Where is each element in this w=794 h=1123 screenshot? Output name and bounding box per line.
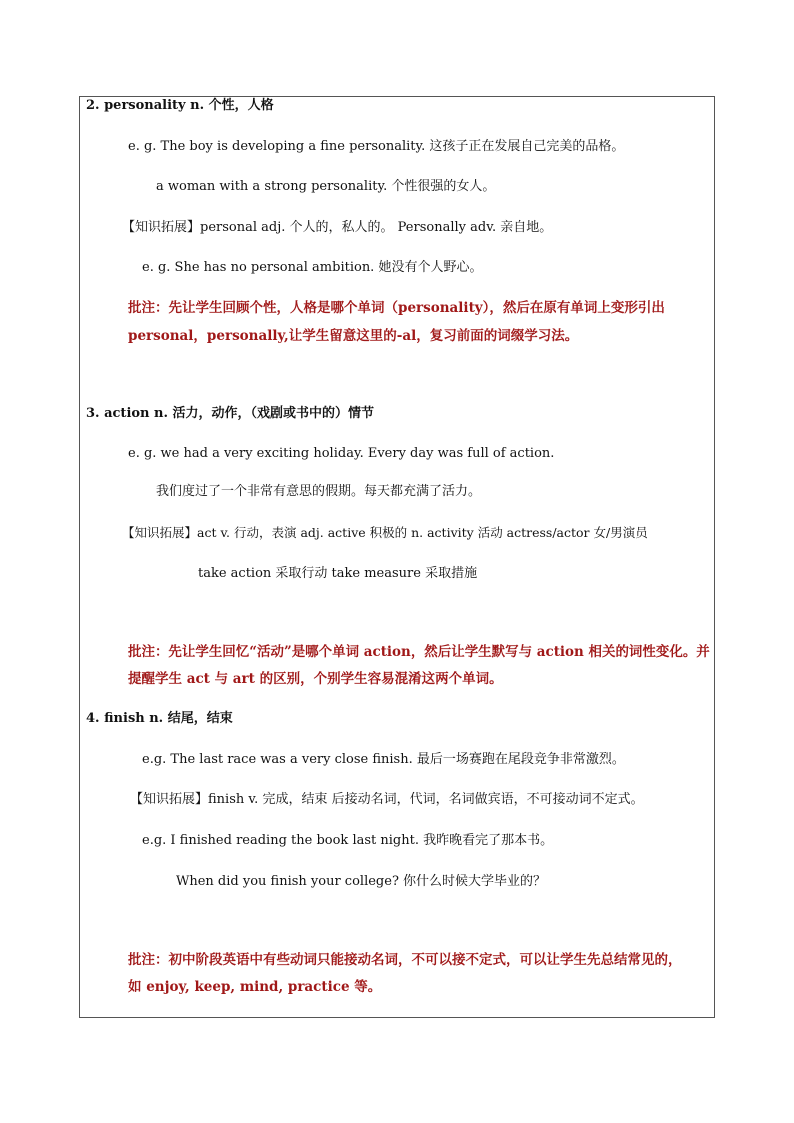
teacher-note-line: 如 enjoy, keep, mind, practice 等。 bbox=[128, 979, 382, 995]
example-line: e. g. The boy is developing a fine personality. 这孩子正在发展自己完美的品格。 bbox=[128, 139, 625, 154]
teacher-note-line: 批注：先让学生回顾个性，人格是哪个单词（personality），然后在原有单词上变形引出 bbox=[128, 300, 665, 316]
example-line: e.g. The last race was a very close finish. 最后一场赛跑在尾段竞争非常激烈。 bbox=[142, 752, 625, 767]
extension-line: 【知识拓展】personal adj. 个人的，私人的。 Personally adv. 亲自地。 bbox=[122, 220, 553, 235]
extension-line: 【知识拓展】act v. 行动，表演 adj. active 积极的 n. activity 活动 actress/actor 女/男演员 bbox=[122, 525, 648, 540]
teacher-note-line: personal，personally,让学生留意这里的-al，复习前面的词缀学习法。 bbox=[128, 328, 579, 344]
example-line: e. g. we had a very exciting holiday. Every day was full of action. bbox=[128, 446, 555, 461]
teacher-note-line: 批注：先让学生回忆“活动”是哪个单词 action，然后让学生默写与 action 相关的词性变化。并 bbox=[128, 644, 710, 660]
teacher-note-line: 批注：初中阶段英语中有些动词只能接动名词，不可以接不定式，可以让学生先总结常见的， bbox=[128, 952, 682, 968]
example-line: a woman with a strong personality. 个性很强的女人。 bbox=[156, 179, 496, 194]
example-line: e.g. I finished reading the book last night. 我昨晚看完了那本书。 bbox=[142, 833, 554, 848]
entry-heading: 4. finish n. 结尾，结束 bbox=[86, 711, 233, 726]
example-line: e. g. She has no personal ambition. 她没有个人野心。 bbox=[142, 260, 483, 275]
teacher-note-line: 提醒学生 act 与 art 的区别，个别学生容易混淆这两个单词。 bbox=[128, 671, 503, 687]
entry-heading: 3. action n. 活力，动作，（戏剧或书中的）情节 bbox=[86, 406, 375, 421]
example-line: 我们度过了一个非常有意思的假期。每天都充满了活力。 bbox=[156, 484, 482, 499]
entry-heading: 2. personality n. 个性，人格 bbox=[86, 98, 274, 113]
extension-line: 【知识拓展】finish v. 完成，结束 后接动名词，代词，名词做宾语，不可接动词不定式。 bbox=[130, 792, 644, 807]
extension-line: take action 采取行动 take measure 采取措施 bbox=[198, 566, 478, 581]
example-line: When did you finish your college? 你什么时候大学毕业的？ bbox=[176, 874, 547, 889]
